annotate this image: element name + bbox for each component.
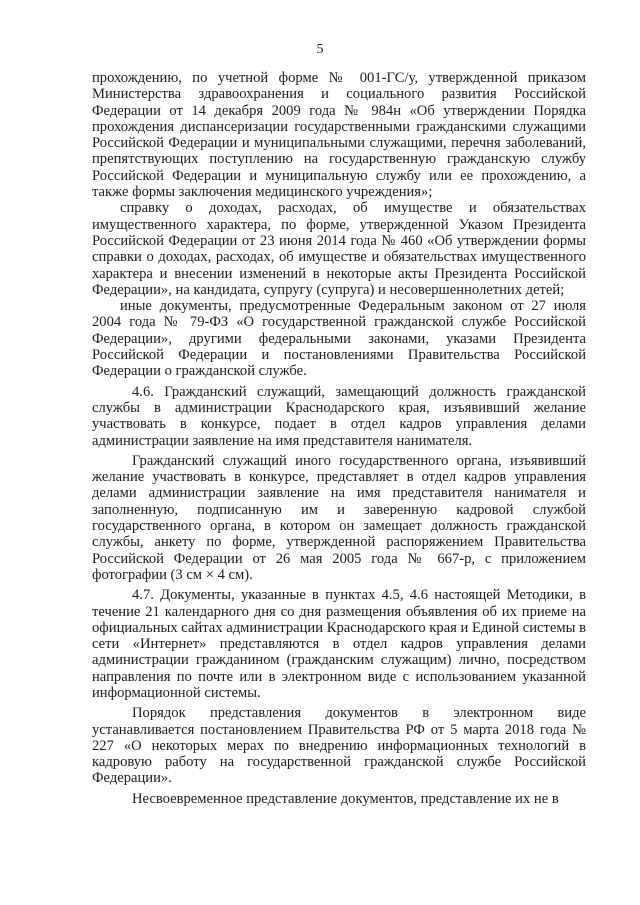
paragraph-medical-form: прохождению, по учетной форме № 001-ГС/у, утвержденной приказом Министерства здравоохранения и социального развития Российской Федерации от 14 декабря 2009 года № 984н «Об утверждении Порядка прохождения диспансеризации государственными гражданскими служащими Российской Федерации и муниципальными служащими, перечня заболеваний, препятствующих поступлению на государственную гражданскую службу Российской Федерации и муниципальную службу или ее прохождению, а также формы заключения медицинского учреждения»; xyxy=(92,70,586,201)
document-body xyxy=(92,70,586,807)
paragraph-electronic-procedure: Порядок представления документов в электронном виде устанавливается постановлением Правительства РФ от 5 марта 2018 года № 227 «О некоторых мерах по внедрению информационных технологий в кадровую работу на государственной гражданской службе Российской Федерации». xyxy=(92,705,586,787)
paragraph-4-7: 4.7. Документы, указанные в пунктах 4.5, 4.6 настоящей Методики, в течение 21 календарного дня со дня размещения объявления об их приеме на официальных сайтах администрации Краснодарского края и Единой системы в сети «Интернет» представляются в отдел кадров управления делами администрации гражданином (гражданским служащим) лично, посредством направления по почте или в электронном виде с использованием указанной информационной системы. xyxy=(92,587,586,701)
paragraph-income-declaration: справку о доходах, расходах, об имуществе и обязательствах имущественного характера, по форме, утвержденной Указом Президента Российской Федерации от 23 июня 2014 года № 460 «Об утверждении формы справки о доходах, расходах, об имуществе и обязательствах имущественного характера и внесении изменений в некоторые акты Президента Российской Федерации», на кандидата, супругу (супруга) и несовершеннолетних детей; xyxy=(92,200,586,298)
page-number: 5 xyxy=(316,42,324,57)
paragraph-late-submission: Несвоевременное представление документов, представление их не в xyxy=(132,790,559,807)
paragraph-4-6: 4.6. Гражданский служащий, замещающий должность гражданской службы в администрации Краснодарского края, изъявивший желание участвовать в конкурсе, подает в отдел кадров управления делами администрации заявление на имя представителя нанимателя. xyxy=(92,383,586,449)
paragraph-other-documents: иные документы, предусмотренные Федеральным законом от 27 июля 2004 года № 79-ФЗ «О государственной гражданской службе Российской Федерации», другими федеральными законами, указами Президента Российской Федерации и постановлениями Правительства Российской Федерации о гражданской службе. xyxy=(92,298,586,380)
paragraph-other-agency-servant: Гражданский служащий иного государственного органа, изъявивший желание участвовать в конкурсе, представляет в отдел кадров управления делами администрации заявление на имя представителя нанимателя и заполненную, подписанную им и заверенную кадровой службой государственного органа, в котором он замещает должность гражданской службы, анкету по форме, утвержденной распоряжением Правительства Российской Федерации от 26 мая 2005 года № 667-р, с приложением фотографии (3 см × 4 см). xyxy=(92,452,586,583)
